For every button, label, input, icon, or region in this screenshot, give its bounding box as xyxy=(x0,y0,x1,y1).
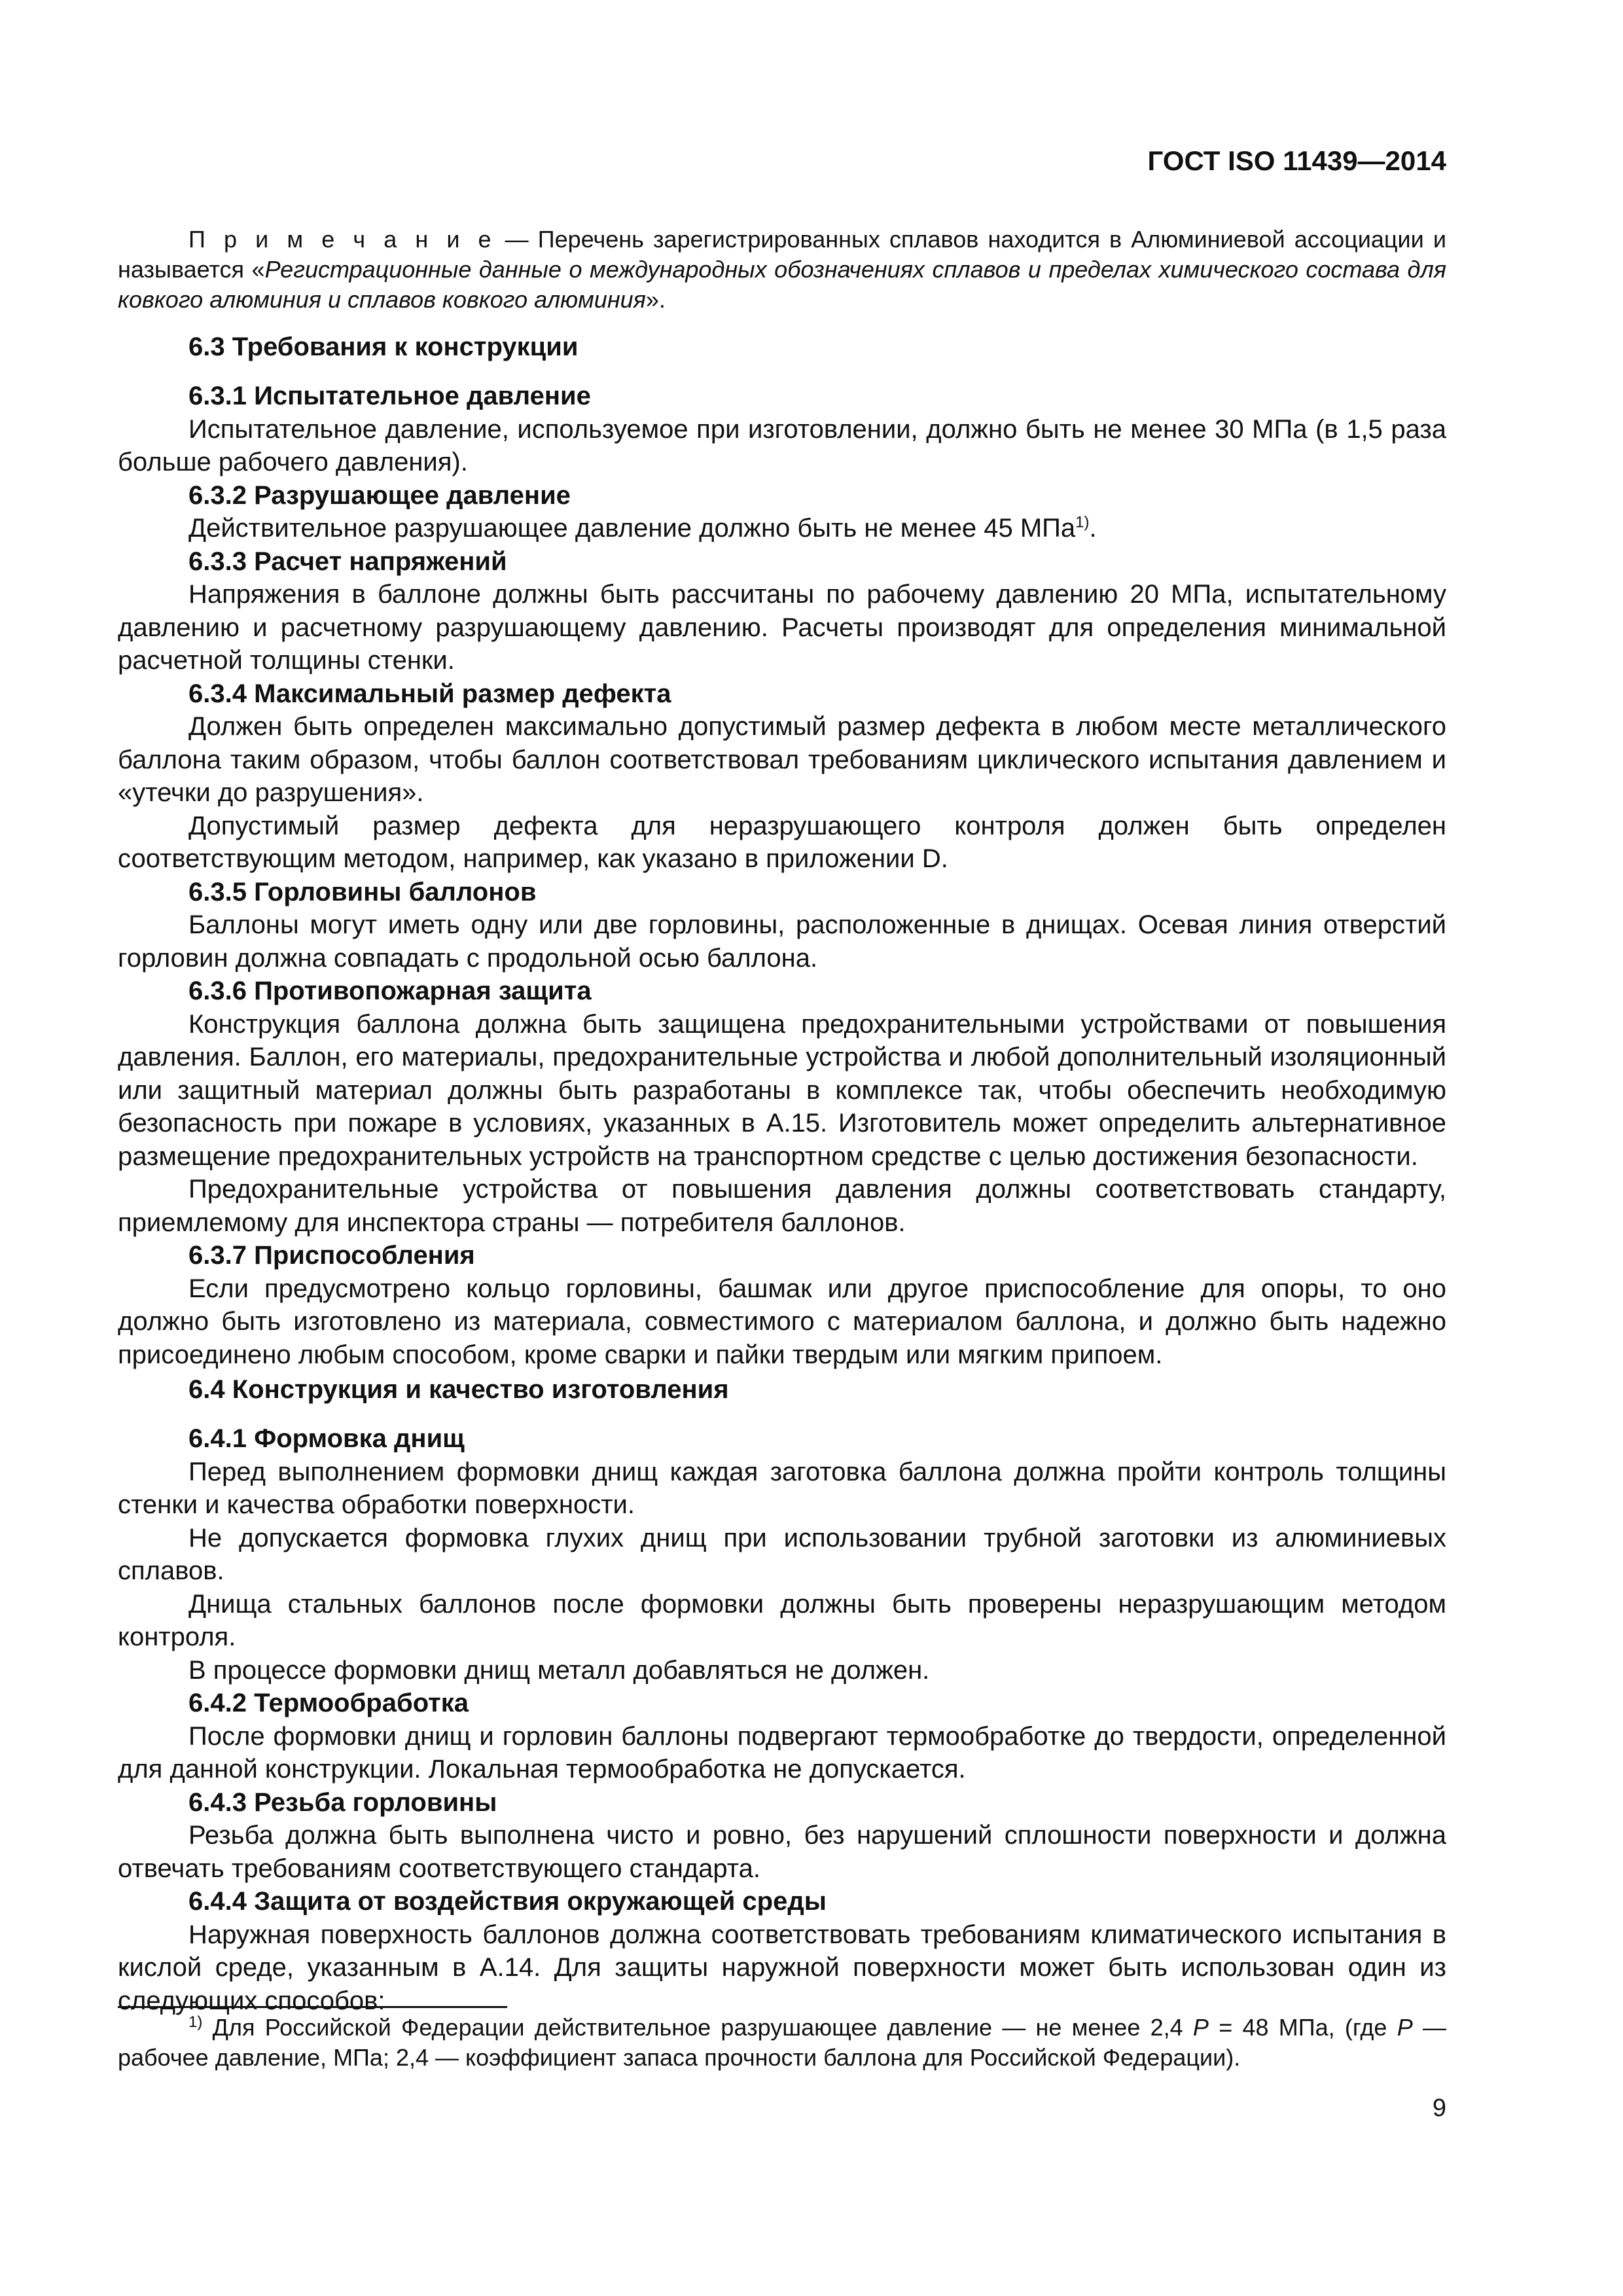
heading-6-4-4: 6.4.4 Защита от воздействия окружающей среды xyxy=(188,1887,827,1916)
footnote-mark: 1) xyxy=(188,2013,203,2031)
heading-6-4-1: 6.4.1 Формовка днищ xyxy=(188,1424,465,1453)
paragraph-6-3-1: Испытательное давление, используемое при изготовлении, должно быть не менее 30 МПа (в 1,5 раза больше рабочего давления). xyxy=(118,414,1446,476)
note-italic-text: Регистрационные данные о международных обозначениях сплавов и пределах химического состава для ковкого алюминия и сплавов ковкого алюминия xyxy=(118,256,1446,313)
heading-6-3-5: 6.3.5 Горловины баллонов xyxy=(188,877,537,906)
paragraph-6-4-3: Резьба должна быть выполнена чисто и ровно, без нарушений сплошности поверхности и должна отвечать требованиям соответствующего стандарта. xyxy=(118,1821,1446,1883)
page-number: 9 xyxy=(1432,2094,1446,2122)
paragraph-6-3-3: Напряжения в баллоне должны быть рассчитаны по рабочему давлению 20 МПа, испытательному давлению и расчетному разрушающему давлению. Расчеты производят для определения минимальной расчетной толщины стенки. xyxy=(118,580,1446,675)
footnote-part-3: — рабочее давление, МПа; 2,4 — коэффициент запаса прочности баллона для Российской Федерации). xyxy=(118,2014,1446,2071)
paragraph-6-3-4-b: Допустимый размер дефекта для неразрушающего контроля должен быть определен соответствующим методом, например, как указано в приложении D. xyxy=(118,811,1446,873)
paragraph-6-3-7: Если предусмотрено кольцо горловины, башмак или другое приспособление для опоры, то оно должно быть изготовлено из материала, совместимого с материалом баллона, и должно быть надежно присоединено любым способом, кроме сварки и пайки твердым или мягким припоем. xyxy=(118,1274,1446,1369)
heading-6-3-6: 6.3.6 Противопожарная защита xyxy=(188,977,592,1005)
paragraph-6-3-2-end: . xyxy=(1089,514,1097,543)
note-text-end: ». xyxy=(645,286,666,313)
paragraph-6-3-5: Баллоны могут иметь одну или две горловины, расположенные в днищах. Осевая линия отверстий горловин должна совпадать с продольной осью баллона. xyxy=(118,910,1446,973)
heading-6-3: 6.3 Требования к конструкции xyxy=(188,332,579,361)
heading-6-3-4: 6.3.4 Максимальный размер дефекта xyxy=(188,679,671,708)
note-block xyxy=(118,224,1446,315)
footnote-var-p-2: P xyxy=(1397,2014,1413,2041)
heading-6-4-3: 6.4.3 Резьба горловины xyxy=(188,1787,497,1817)
note-label: П р и м е ч а н и е xyxy=(188,226,496,253)
footnote-block xyxy=(118,2013,1446,2073)
heading-6-3-1: 6.3.1 Испытательное давление xyxy=(188,382,591,410)
paragraph-6-4-2: После формовки днищ и горловин баллоны подвергают термообработке до твердости, определенной для данной конструкции. Локальная термообработка не допускается. xyxy=(118,1721,1446,1784)
paragraph-6-4-1-b: Не допускается формовка глухих днищ при использовании трубной заготовки из алюминиевых сплавов. xyxy=(118,1523,1446,1585)
footnote-text xyxy=(118,2013,1446,2073)
footnote-var-p-1: P xyxy=(1192,2014,1209,2041)
paragraph-6-3-4-a: Должен быть определен максимально допустимый размер дефекта в любом месте металлического баллона таким образом, чтобы баллон соответствовал требованиям циклического испытания давлением и «утечки до разрушения». xyxy=(118,712,1446,807)
paragraph-6-4-1-d: В процессе формовки днищ металл добавляться не должен. xyxy=(188,1655,930,1685)
paragraph-6-3-6-a: Конструкция баллона должна быть защищена предохранительными устройствами от повышения давления. Баллон, его материалы, предохранительные устройства и любой дополнительный изоляционный или защитный материал должны быть разработаны в комплексе так, чтобы обеспечить необходимую безопасность при пожаре в условиях, указанных в А.15. Изготовитель может определить альтернативное размещение предохранительных устройств на транспортном средстве с целью достижения безопасности. xyxy=(118,1009,1446,1171)
note-paragraph xyxy=(118,224,1446,315)
heading-6-3-2: 6.3.2 Разрушающее давление xyxy=(188,480,571,510)
section-6-4 xyxy=(118,1373,1446,1407)
paragraph-6-4-4: Наружная поверхность баллонов должна соответствовать требованиям климатического испытания в кислой среде, указанным в А.14. Для защиты наружной поверхности может быть использован один из следующих способов: xyxy=(118,1920,1446,2015)
document-code-header: ГОСТ ISO 11439—2014 xyxy=(1147,145,1446,176)
footnote-part-1: Для Российской Федерации действительное разрушающее давление — не менее 2,4 xyxy=(202,2014,1193,2041)
paragraph-6-4-1-c: Днища стальных баллонов после формовки должны быть проверены неразрушающим методом контроля. xyxy=(118,1589,1446,1651)
section-6-3 xyxy=(118,331,1446,364)
heading-6-4-2: 6.4.2 Термообработка xyxy=(188,1689,469,1717)
section-6-3-body xyxy=(118,380,1446,1371)
footnote-separator xyxy=(118,2006,507,2008)
paragraph-6-3-2 xyxy=(118,512,1446,545)
footnote-part-2: = 48 МПа, (где xyxy=(1208,2014,1397,2041)
section-6-4-body xyxy=(118,1422,1446,2017)
paragraph-6-4-1-a: Перед выполнением формовки днищ каждая заготовка баллона должна пройти контроль толщины стенки и качества обработки поверхности. xyxy=(118,1457,1446,1519)
heading-6-4: 6.4 Конструкция и качество изготовления xyxy=(188,1375,729,1404)
note-text: — Перечень зарегистрированных сплавов находится в Алюминиевой ассоциации и называется « xyxy=(118,226,1446,283)
heading-6-3-7: 6.3.7 Приспособления xyxy=(188,1241,475,1270)
footnote-ref: 1) xyxy=(1075,513,1090,531)
paragraph-6-3-2-text: Действительное разрушающее давление должно быть не менее 45 МПа xyxy=(188,514,1076,543)
paragraph-6-3-6-b: Предохранительные устройства от повышения давления должны соответствовать стандарту, приемлемому для инспектора страны — потребителя баллонов. xyxy=(118,1175,1446,1237)
heading-6-3-3: 6.3.3 Расчет напряжений xyxy=(188,547,507,576)
